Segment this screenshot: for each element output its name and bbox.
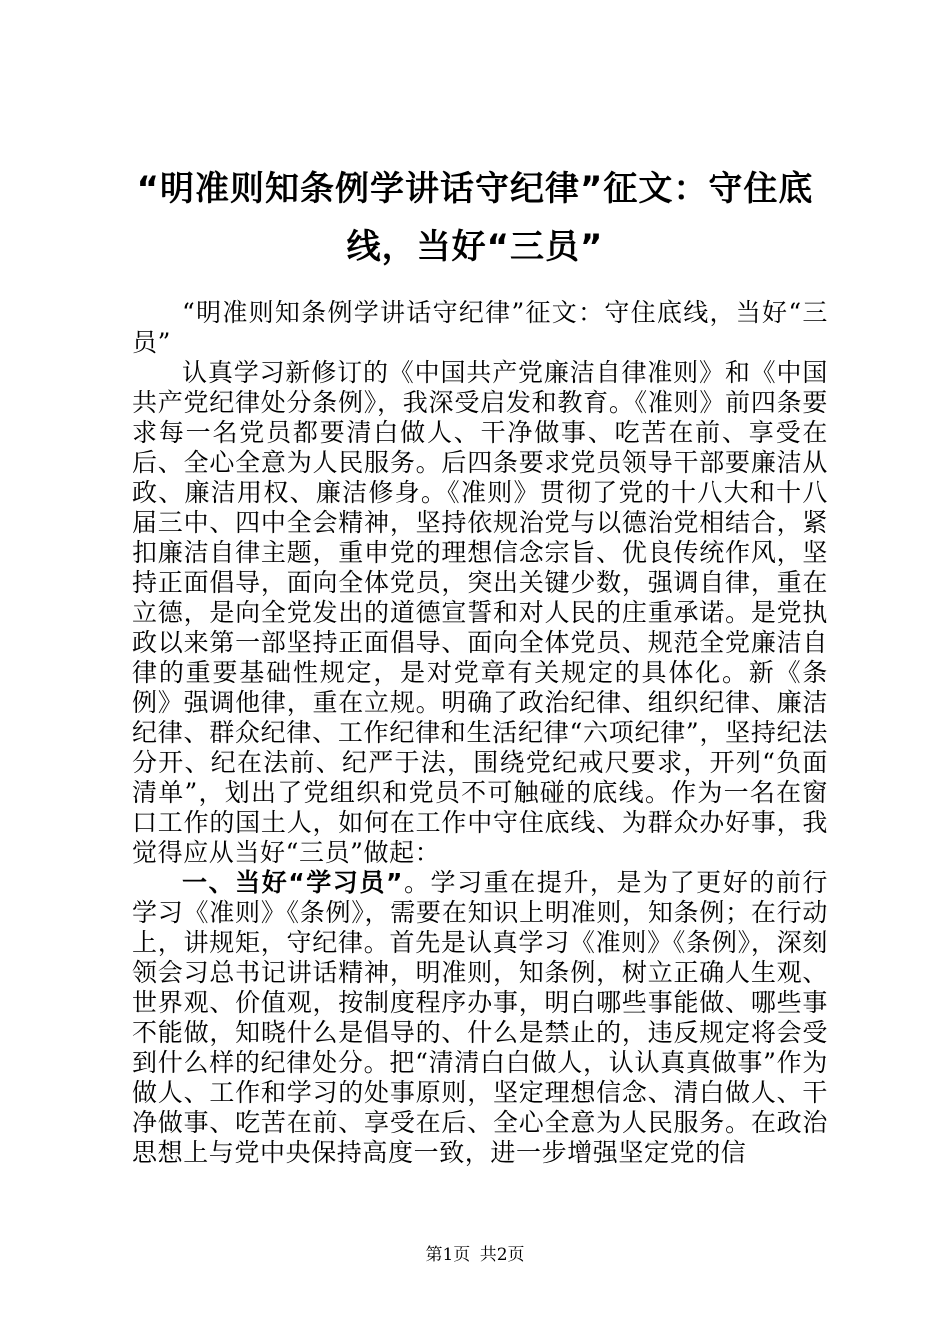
section-1-heading: 一、当好“学习员” <box>182 868 403 897</box>
subtitle-line: “明准则知条例学讲话守纪律”征文：守住底线，当好“三员” <box>132 298 828 357</box>
page-footer <box>0 1244 950 1266</box>
page-total: 共2页 <box>479 1245 525 1265</box>
document-title: “明准则知条例学讲话守纪律”征文：守住底线，当好“三员” <box>136 169 814 267</box>
document-body <box>132 298 828 1168</box>
paragraph-section-1 <box>132 868 828 1168</box>
section-1-text: 。学习重在提升，是为了更好的前行学习《准则》《条例》，需要在知识上明准则，知条例；在行动上，讲规矩，守纪律。首先是认真学习《准则》《条例》，深刻领会习总书记讲话精神，明准则，知条例，树立正确人生观、世界观、价值观，按制度程序办事，明白哪些事能做、哪些事不能做，知晓什么是倡导的、什么是禁止的，违反规定将会受到什么样的纪律处分。把“清清白白做人，认认真真做事”作为做人、工作和学习的处事原则，坚定理想信念、清白做人、干净做事、吃苦在前、享受在后、全心全意为人民服务。在政治思想上与党中央保持高度一致，进一步增强坚定党的信 <box>132 868 829 1167</box>
page-number: 第1页 <box>425 1245 471 1265</box>
paragraph-intro: 认真学习新修订的《中国共产党廉洁自律准则》和《中国共产党纪律处分条例》，我深受启发和教育。《准则》前四条要求每一名党员都要清白做人、干净做事、吃苦在前、享受在后、全心全意为人民服务。后四条要求党员领导干部要廉洁从政、廉洁用权、廉洁修身。《准则》贯彻了党的十八大和十八届三中、四中全会精神，坚持依规治党与以德治党相结合，紧扣廉洁自律主题，重申党的理想信念宗旨、优良传统作风，坚持正面倡导，面向全体党员，突出关键少数，强调自律，重在立德，是向全党发出的道德宣誓和对人民的庄重承诺。是党执政以来第一部坚持正面倡导、面向全体党员、规范全党廉洁自律的重要基础性规定，是对党章有关规定的具体化。新《条例》强调他律，重在立规。明确了政治纪律、组织纪律、廉洁纪律、群众纪律、工作纪律和生活纪律“六项纪律”，坚持纪法分开、纪在法前、纪严于法，围绕党纪戒尺要求，开列“负面清单”，划出了党组织和党员不可触碰的底线。作为一名在窗口工作的国土人，如何在工作中守住底线、为群众办好事，我觉得应从当好“三员”做起： <box>132 358 828 867</box>
